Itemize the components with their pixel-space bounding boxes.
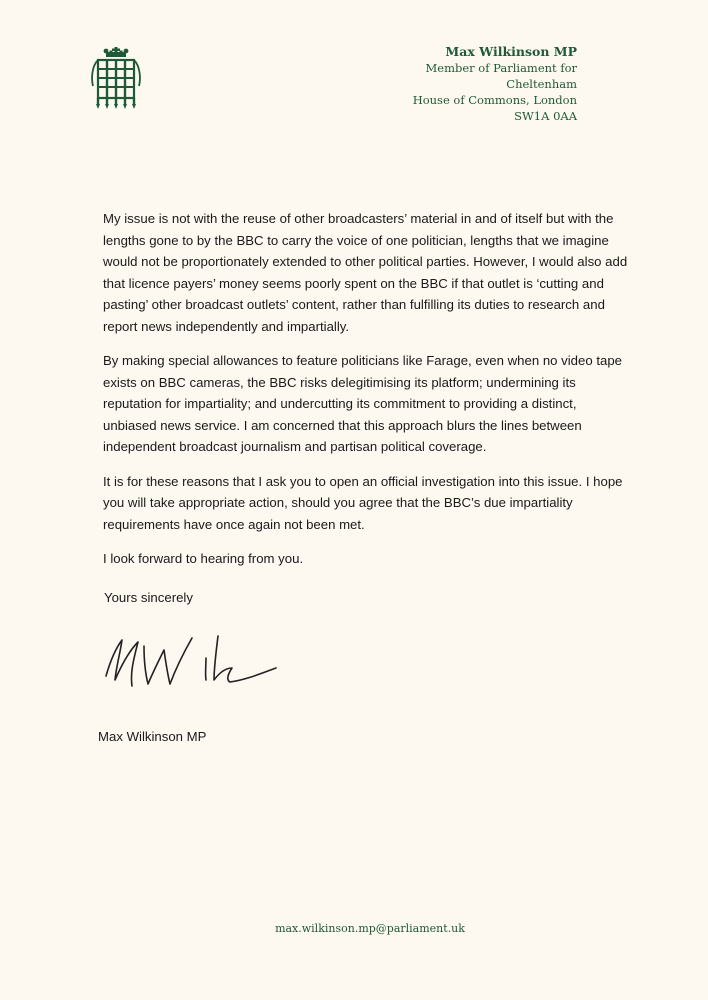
sender-address: House of Commons, London [412,93,577,107]
paragraph: I look forward to hearing from you. [103,551,304,566]
handwritten-signature [100,628,285,693]
signer-name: Max Wilkinson MP [98,729,207,744]
sender-name: Max Wilkinson MP [445,44,577,59]
closing-salutation: Yours sincerely [104,590,193,605]
sender-postcode: SW1A 0AA [514,109,577,123]
footer-email: max.wilkinson.mp@parliament.uk [275,922,465,935]
portcullis-icon [89,46,143,110]
paragraph: My issue is not with the reuse of other broadcasters’ material in and of itself but with the lengths gone to by the BBC to carry the voice of one politician, lengths that we imagine would not be proportionately extended to other political parties. However, I would also add that licence payers’ money seems poorly spent on the BBC if that outlet is ‘cutting and pasting’ other broadcast outlets’ content, rather than fulfilling its duties to research and report news independently and impartially. [103,211,628,334]
letter-body [103,208,633,583]
sender-address-block [413,44,577,124]
paragraph: By making special allowances to feature politicians like Farage, even when no video tape exists on BBC cameras, the BBC risks delegitimising its platform; undermining its reputation for impartiality; and undercutting its commitment to providing a distinct, unbiased news service. I am concerned that this approach blurs the lines between independent broadcast journalism and partisan political coverage. [103,353,623,454]
sender-role: Member of Parliament for [425,61,577,75]
paragraph: It is for these reasons that I ask you to open an official investigation into this issue. I hope you will take appropriate action, should you agree that the BBC’s due impartiality requirements have once again not been met. [103,473,623,532]
sender-constituency: Cheltenham [506,77,577,91]
